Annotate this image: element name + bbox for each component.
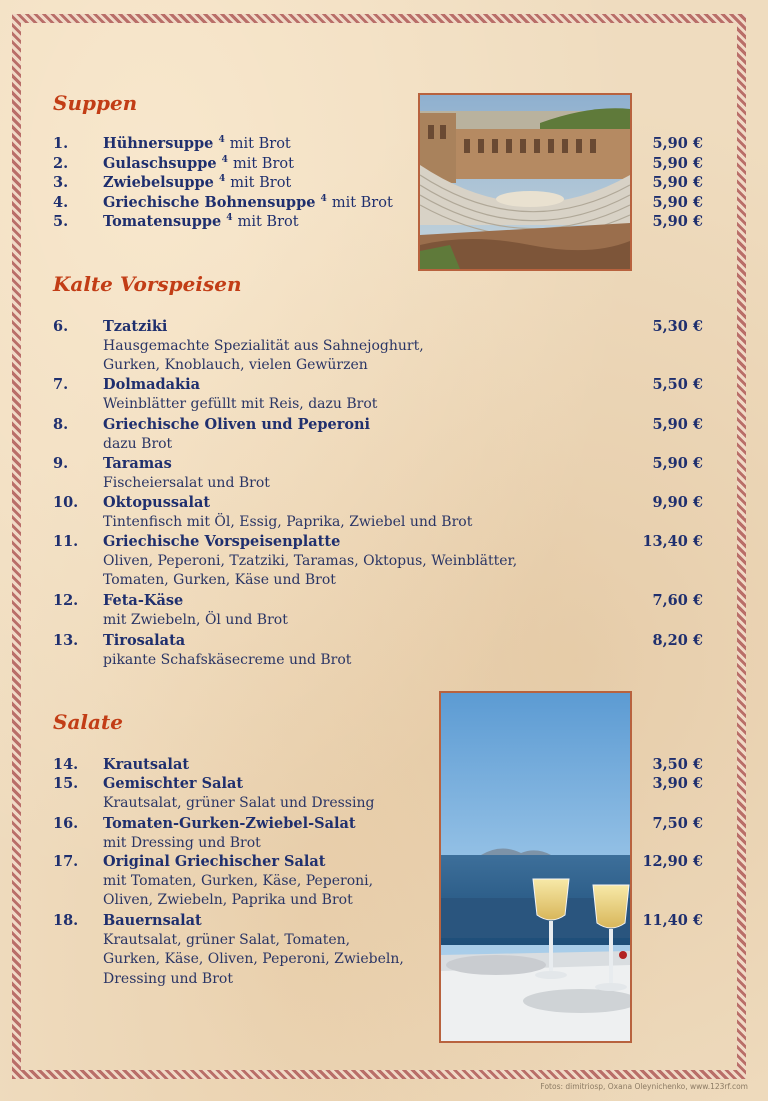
item-price: 12,90 € [642,853,703,870]
item-name [103,155,294,172]
item-name-text: Gemischter Salat [103,775,244,792]
item-name [103,213,299,230]
photo-sea-wine-glasses [439,691,632,1043]
menu-item [53,632,707,671]
item-number: 3. [53,174,69,191]
item-number: 8. [53,416,69,433]
menu-item [53,494,707,533]
item-description: Krautsalat, grüner Salat und Dressing [103,794,375,811]
item-description: Fischeiersalat und Brot [103,474,270,491]
item-price: 9,90 € [652,494,703,511]
item-price: 3,50 € [652,756,703,773]
menu-item [53,455,707,494]
item-price: 5,30 € [652,318,703,335]
item-name [103,756,189,773]
item-name-text: Taramas [103,455,172,472]
allergen-footnote: 4 [226,213,233,224]
item-description: dazu Brot [103,435,173,452]
section-title-salate: Salate [53,710,123,734]
item-suffix: mit Brot [232,156,294,172]
item-name-text: Griechische Oliven und Peperoni [103,416,371,433]
item-price: 7,50 € [652,815,703,832]
item-price: 13,40 € [642,533,703,550]
item-name-text: Griechische Vorspeisenplatte [103,533,341,550]
item-price: 8,20 € [652,632,703,649]
item-number: 7. [53,376,69,393]
item-name [103,815,356,832]
item-price: 11,40 € [642,912,703,929]
item-number: 1. [53,135,69,152]
item-number: 11. [53,533,79,550]
item-name-text: Tomaten-Gurken-Zwiebel-Salat [103,815,356,832]
item-name [103,853,325,870]
item-number: 16. [53,815,79,832]
section-title-kalte-vorspeisen: Kalte Vorspeisen [53,272,242,296]
item-price: 5,90 € [652,194,703,211]
photo-ancient-theatre [418,93,632,271]
item-number: 2. [53,155,69,172]
item-description: Dressing und Brot [103,970,233,987]
item-price: 5,90 € [652,213,703,230]
item-name [103,632,185,649]
item-name-text: Griechische Bohnensuppe [103,194,316,211]
menu-item [53,533,707,592]
item-name-text: Hühnersuppe [103,135,214,152]
item-price: 5,50 € [652,376,703,393]
item-number: 4. [53,194,69,211]
item-name [103,912,202,929]
item-name [103,533,340,550]
allergen-footnote: 4 [218,174,226,185]
item-suffix: mit Brot [237,214,299,230]
item-number: 12. [53,592,79,609]
item-name-text: Krautsalat [103,756,190,773]
item-name-text: Original Griechischer Salat [103,853,326,870]
item-name [103,455,172,472]
item-suffix: mit Brot [230,175,292,191]
allergen-footnote: 4 [221,155,228,166]
item-number: 5. [53,213,69,230]
item-price: 7,60 € [652,592,703,609]
item-number: 17. [53,853,79,870]
item-name [103,376,200,393]
item-name [103,775,243,792]
item-name-text: Dolmadakia [103,376,200,393]
menu-item [53,416,707,455]
item-price: 5,90 € [652,155,703,172]
item-price: 5,90 € [652,174,703,191]
menu-item [53,318,707,377]
item-number: 14. [53,756,79,773]
item-description: Weinblätter gefüllt mit Reis, dazu Brot [103,395,378,412]
item-number: 10. [53,494,79,511]
menu-item [53,592,707,631]
item-description: Gurken, Käse, Oliven, Peperoni, Zwiebeln, [103,951,404,967]
item-description: Oliven, Zwiebeln, Paprika und Brot [103,892,353,908]
item-name [103,135,291,152]
item-name [103,494,210,511]
photo-credit: Fotos: dimitriosp, Oxana Oleynichenko, www.123rf.com [540,1082,748,1091]
item-name [103,592,183,609]
item-name-text: Feta-Käse [103,592,184,609]
item-name-text: Tomatensuppe [103,213,222,230]
section-title-suppen: Suppen [53,91,138,115]
item-name-text: Zwiebelsuppe [103,174,214,191]
item-price: 5,90 € [652,135,703,152]
item-name [103,318,167,335]
item-name-text: Tzatziki [103,318,168,335]
item-name-text: Gulaschsuppe [103,155,217,172]
item-name [103,194,393,211]
item-name [103,174,291,191]
item-price: 3,90 € [652,775,703,792]
item-name-text: Oktopussalat [103,494,211,511]
item-description: mit Tomaten, Gurken, Käse, Peperoni, [103,872,374,889]
item-name-text: Bauernsalat [103,912,202,929]
item-description: Tomaten, Gurken, Käse und Brot [103,572,336,588]
item-price: 5,90 € [652,455,703,472]
item-description: pikante Schafskäsecreme und Brot [103,651,352,668]
item-description: mit Zwiebeln, Öl und Brot [103,611,288,628]
item-number: 15. [53,775,79,792]
item-description: Krautsalat, grüner Salat, Tomaten, [103,931,351,948]
item-description: Oliven, Peperoni, Tzatziki, Taramas, Oktopus, Weinblätter, [103,552,518,569]
item-suffix: mit Brot [229,136,291,152]
item-description: Hausgemachte Spezialität aus Sahnejoghurt, [103,337,424,354]
item-name [103,416,370,433]
allergen-footnote: 4 [218,135,225,146]
item-name-text: Tirosalata [103,632,186,649]
item-number: 9. [53,455,69,472]
item-description: Tintenfisch mit Öl, Essig, Paprika, Zwiebel und Brot [103,513,473,530]
item-number: 13. [53,632,79,649]
allergen-footnote: 4 [320,194,327,205]
menu-item [53,376,707,415]
item-price: 5,90 € [652,416,703,433]
item-number: 18. [53,912,79,929]
item-number: 6. [53,318,69,335]
item-suffix: mit Brot [331,195,393,211]
item-description: Gurken, Knoblauch, vielen Gewürzen [103,357,368,373]
item-description: mit Dressing und Brot [103,834,261,851]
